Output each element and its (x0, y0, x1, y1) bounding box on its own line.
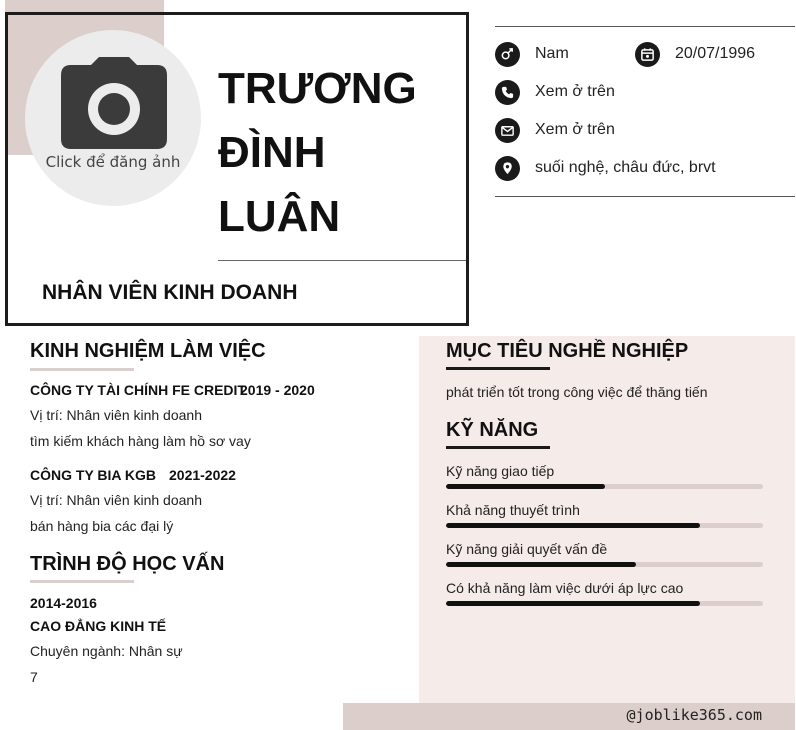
job-period: 2019 - 2020 (240, 382, 315, 398)
skill-bar-fill (446, 601, 700, 606)
gender-icon (495, 42, 520, 67)
skill-label: Có khả năng làm việc dưới áp lực cao (446, 580, 684, 596)
photo-upload-hint: Click để đăng ảnh (45, 153, 181, 171)
email-icon (495, 118, 520, 143)
name-line: LUÂN (218, 192, 341, 241)
profile-photo-upload[interactable] (25, 30, 201, 206)
full-name (218, 57, 458, 249)
contact-divider-bottom (495, 196, 795, 197)
objective-text: phát triển tốt trong công việc để thăng tiến (446, 384, 708, 400)
address-value: suối nghệ, châu đức, brvt (535, 159, 716, 176)
job-title: NHÂN VIÊN KINH DOANH (42, 281, 298, 304)
contact-email (495, 116, 615, 144)
objective-title: MỤC TIÊU NGHỀ NGHIỆP (446, 340, 689, 362)
footer-watermark: @joblike365.com (626, 706, 762, 724)
email-value: Xem ở trên (535, 121, 615, 138)
job-company: CÔNG TY BIA KGB (30, 467, 157, 483)
job-position: Vị trí: Nhân viên kinh doanh (30, 407, 202, 423)
footer-bar (343, 703, 795, 730)
job-description: bán hàng bia các đại lý (30, 518, 174, 534)
birthdate-value: 20/07/1996 (675, 45, 756, 62)
job-description: tìm kiếm khách hàng làm hồ sơ vay (30, 433, 251, 449)
skill-bar (446, 601, 763, 606)
education-period: 2014-2016 (30, 595, 97, 611)
skill-bar-fill (446, 484, 605, 489)
gender-value: Nam (535, 45, 569, 62)
phone-icon (495, 80, 520, 105)
calendar-icon (635, 42, 660, 67)
skill-bar-fill (446, 562, 636, 567)
experience-title: KINH NGHIỆM LÀM VIỆC (30, 340, 266, 362)
skill-label: Kỹ năng giao tiếp (446, 463, 555, 479)
skill-bar (446, 484, 763, 489)
name-line: TRƯƠNG (218, 64, 417, 113)
objective-underline (446, 367, 550, 370)
contact-phone (495, 78, 615, 106)
skill-label: Khả năng thuyết trình (446, 502, 580, 518)
name-line: ĐÌNH (218, 128, 326, 177)
skills-underline (446, 446, 550, 449)
job-company: CÔNG TY TÀI CHÍNH FE CREDIT (30, 382, 246, 398)
skills-title: KỸ NĂNG (446, 419, 539, 441)
education-major: Chuyên ngành: Nhân sự (30, 643, 183, 659)
name-divider (218, 260, 466, 261)
contact-divider-top (495, 26, 795, 27)
education-school: CAO ĐẲNG KINH TẾ (30, 618, 167, 634)
skill-label: Kỹ năng giải quyết vấn đề (446, 541, 608, 557)
location-icon (495, 156, 520, 181)
education-underline (30, 580, 134, 583)
contact-address (495, 154, 716, 182)
experience-underline (30, 368, 134, 371)
contact-gender (495, 40, 569, 68)
contact-birthdate (635, 40, 755, 68)
skill-bar-fill (446, 523, 700, 528)
skill-bar (446, 523, 763, 528)
education-title: TRÌNH ĐỘ HỌC VẤN (30, 553, 225, 575)
phone-value: Xem ở trên (535, 83, 615, 100)
camera-icon (61, 57, 167, 149)
job-position: Vị trí: Nhân viên kinh doanh (30, 492, 202, 508)
skill-bar (446, 562, 763, 567)
education-note: 7 (30, 669, 38, 685)
job-period: 2021-2022 (169, 467, 236, 483)
